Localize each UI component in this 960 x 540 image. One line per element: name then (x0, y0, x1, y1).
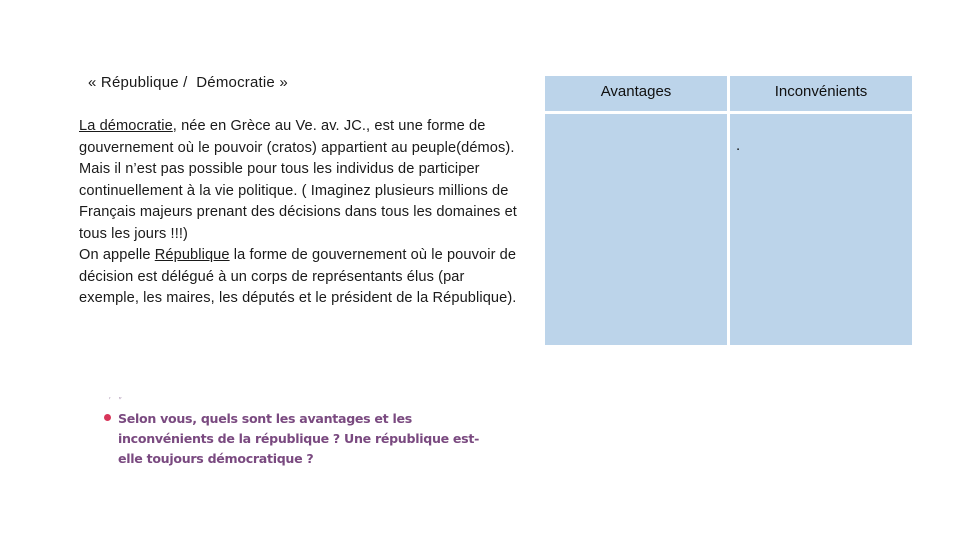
term-democratie: La démocratie (79, 118, 173, 134)
paragraph-democratie-rest: , née en Grèce au Ve. av. JC., est une forme de gouvernement où le pouvoir (cratos) appartient au peuple(démos). (79, 118, 515, 156)
advantages-header-cell (545, 76, 727, 111)
question-text: Selon vous, quels sont les avantages et les inconvénients de la république ? Une république est-elle toujours démocratique ? (118, 411, 480, 466)
disadvantages-header-cell (730, 76, 912, 111)
definition-text (79, 116, 519, 310)
paragraph-republique (79, 245, 519, 310)
disadvantages-content: . (736, 137, 741, 154)
paragraph-democratie (79, 116, 519, 159)
advantages-cell (545, 114, 727, 345)
paragraph-republique-intro: On appelle (79, 247, 155, 263)
paragraph-participation: Mais il n’est pas possible pour tous les individus de participer continuellement à la vie politique. ( Imaginez plusieurs millions de Français majeurs prenant des décisions dans tous les domaines et tous les jours !!!) (79, 161, 517, 242)
term-republique: République (154, 247, 230, 263)
pros-cons-table (545, 76, 912, 345)
bullet-icon (104, 414, 111, 421)
advantages-header: Avantages (600, 83, 672, 100)
decorative-marks: ′ ″ (109, 396, 125, 405)
disadvantages-cell (730, 114, 912, 345)
paragraph-republique-rest: la forme de gouvernement où le pouvoir de décision est délégué à un corps de représentants élus (par exemple, les maires, les députés et le président de la République). (79, 247, 517, 306)
slide-title: « République / Démocratie » (88, 74, 288, 91)
disadvantages-header: Inconvénients (774, 83, 868, 100)
